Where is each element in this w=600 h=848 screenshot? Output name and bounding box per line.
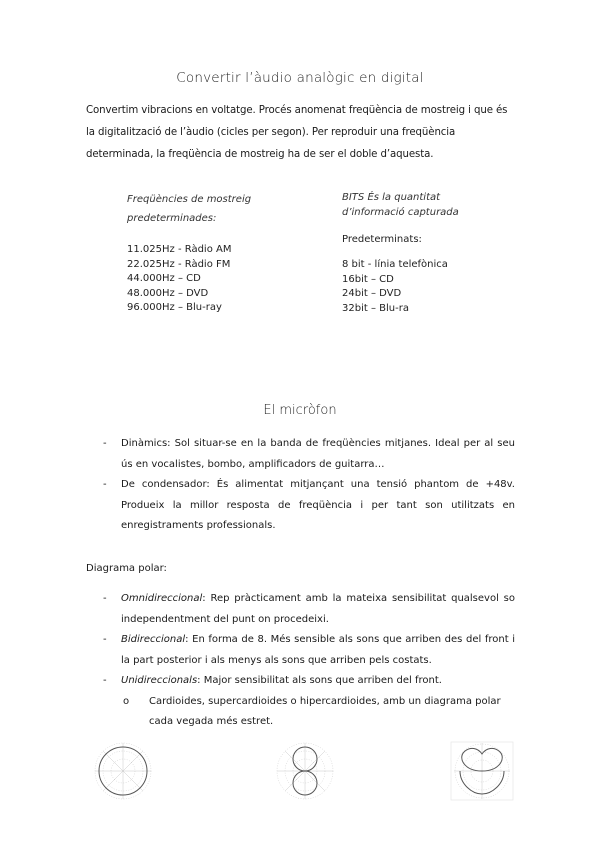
frequency-item: 48.000Hz – DVD <box>127 287 209 299</box>
sampling-frequencies-block <box>127 190 317 316</box>
cardioid-diagram <box>450 740 514 802</box>
bit-item: 16bit – CD <box>342 273 394 285</box>
list-item <box>103 630 515 671</box>
dash-bullet: - <box>103 593 107 604</box>
bit-depth-block <box>342 190 522 316</box>
microphone-item-text: Dinàmics: Sol situar-se en la banda de freqüències mitjanes. Ideal per al seu ús en vocalistes, bombo, amplificadors de guitarra… <box>121 438 515 470</box>
microphone-list <box>103 434 515 537</box>
bits-heading-line2: d’informació capturada <box>342 207 459 218</box>
list-item <box>103 475 515 537</box>
dash-bullet: - <box>103 675 107 686</box>
list-item <box>103 434 515 475</box>
frequency-item: 11.025Hz - Ràdio AM <box>127 244 232 255</box>
frequency-item: 44.000Hz – CD <box>127 273 201 284</box>
polar-term: Omnidireccional <box>121 593 203 604</box>
dash-bullet: - <box>103 634 107 645</box>
polar-text: : Major sensibilitat als sons que arriben del front. <box>197 675 442 686</box>
polar-term: Unidireccionals <box>121 675 198 686</box>
polar-diagram-label: Diagrama polar: <box>86 563 167 574</box>
dash-bullet: - <box>103 479 107 490</box>
list-item <box>103 589 515 630</box>
circle-bullet: o <box>123 695 130 707</box>
sub-item-text: Cardioides, supercardioides o hipercardioides, amb un diagrama polar cada vegada més estret. <box>149 695 501 727</box>
polar-term: Bidireccional <box>121 634 186 645</box>
microphone-heading: El micròfon <box>263 403 337 418</box>
polar-pattern-list <box>103 589 515 733</box>
polar-text: : En forma de 8. Més sensible als sons que arriben des del front i la part posterior i als menys als sons que arriben pels costats. <box>121 634 515 666</box>
sub-list-item <box>123 692 515 733</box>
frequencies-heading-line2: predeterminades: <box>127 213 217 224</box>
omnidirectional-diagram <box>92 740 154 802</box>
bits-heading-line1: BITS És la quantitat <box>342 192 441 203</box>
polar-text: : Rep pràcticament amb la mateixa sensibilitat qualsevol so independentment del punt on procedeixi. <box>121 593 515 625</box>
bit-item: 32bit – Blu-ra <box>342 302 409 314</box>
microphone-item-text: De condensador: És alimentat mitjançant una tensió phantom de +48v. Produeix la millor resposta de freqüència i per tant son utilitzats en enregistraments professionals. <box>121 479 515 531</box>
bidirectional-diagram <box>274 740 336 802</box>
intro-paragraph: Convertim vibracions en voltatge. Procés anomenat freqüència de mostreig i que és la digitalització de l’àudio (cicles per segon). Per reproduir una freqüència determinada, la freqüència de mostreig ha de ser el doble d’aquesta. <box>86 105 508 160</box>
bits-label: Predeterminats: <box>342 234 422 245</box>
list-item <box>103 671 515 692</box>
frequency-item: 96.000Hz – Blu-ray <box>127 302 222 313</box>
page-title: Convertir l’àudio analògic en digital <box>176 70 424 86</box>
dash-bullet: - <box>103 438 107 449</box>
frequency-item: 22.025Hz - Ràdio FM <box>127 258 231 270</box>
frequencies-heading-line1: Freqüències de mostreig <box>127 194 252 205</box>
bit-item: 8 bit - línia telefònica <box>342 259 448 270</box>
bit-item: 24bit – DVD <box>342 288 402 299</box>
